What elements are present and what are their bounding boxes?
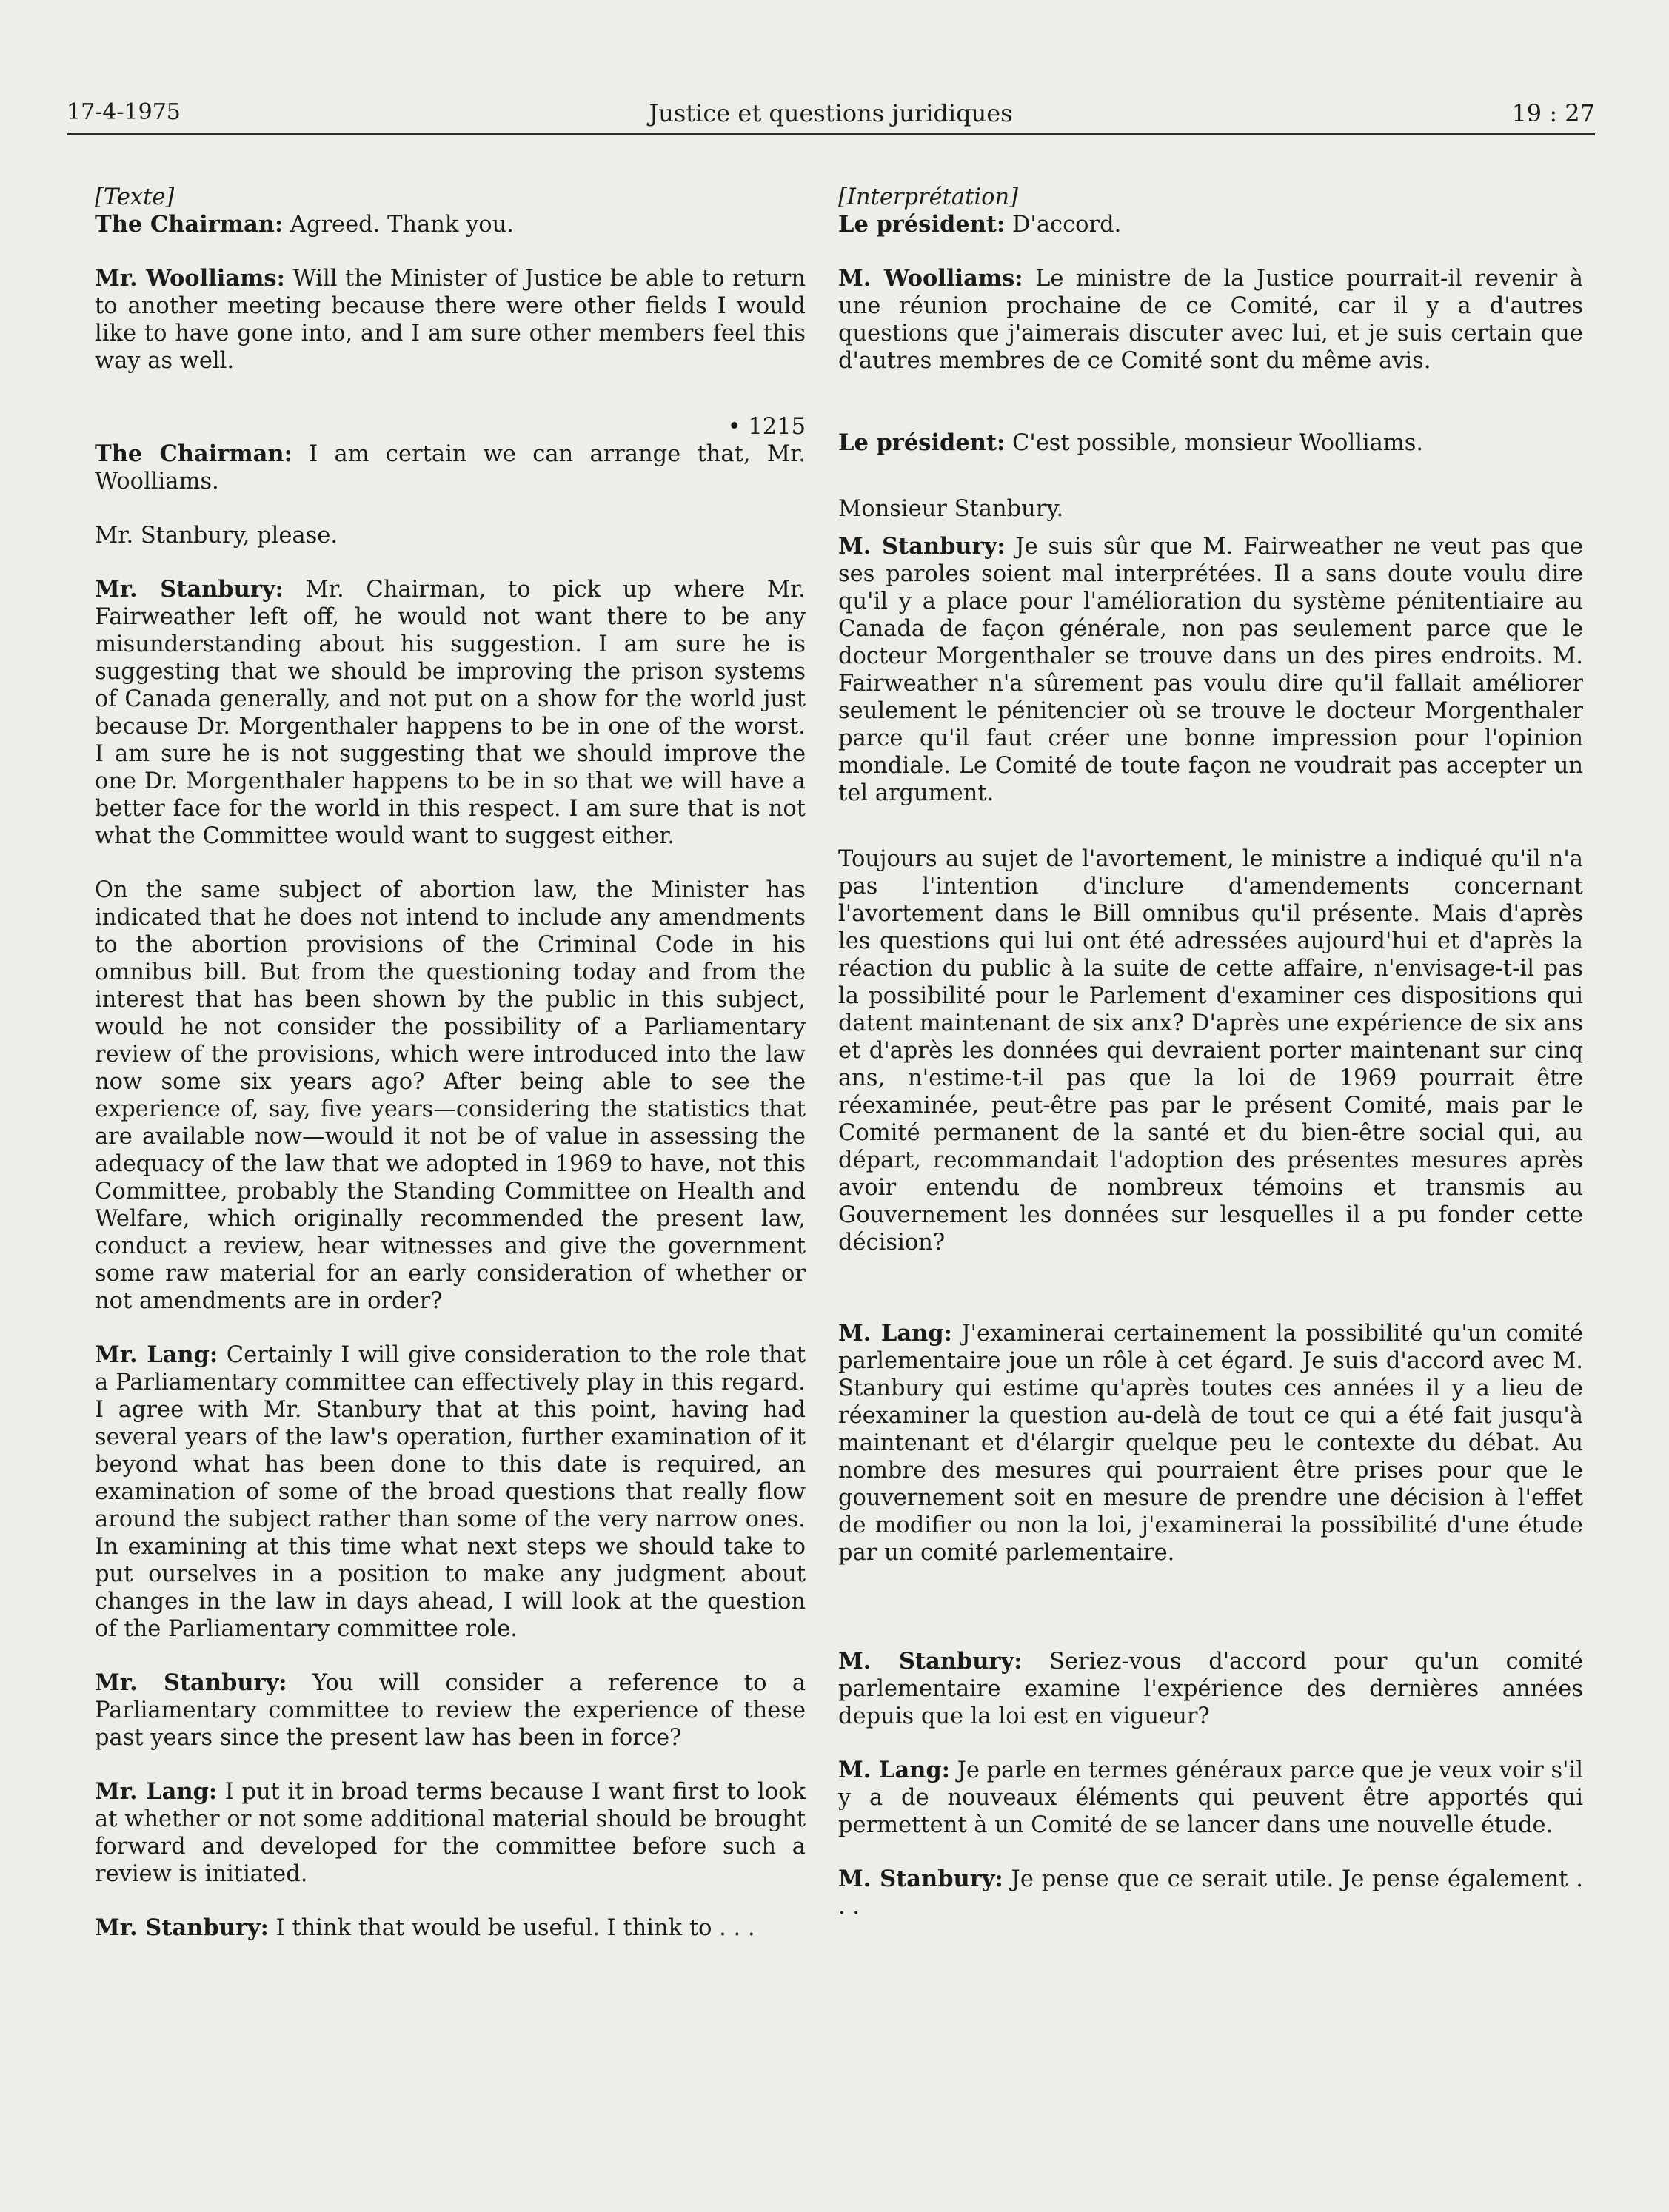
- header-page-number: 19 : 27: [1511, 99, 1595, 127]
- paragraph: Monsieur Stanbury.: [838, 496, 1064, 522]
- speaker-name: Mr. Woolliams:: [95, 265, 285, 292]
- paragraph: [95, 1778, 806, 1888]
- paragraph: [95, 440, 806, 495]
- speaker-name: M. Lang:: [838, 1320, 952, 1347]
- speech-text: Mr. Chairman, to pick up where Mr. Fairweather left off, he would not want there to be any misunderstanding about his suggestion. I am sure he is suggesting that we should be improving the prison systems of Canada generally, and not put on a show for the world just because Dr. Morgenthaler happens to be in one of the worst. I am sure he is not suggesting that we should improve the one Dr. Morgenthaler happens to be in so that we will have a better face for the world in this respect. I am sure that is not what the Committee would want to suggest either.: [95, 577, 806, 849]
- speaker-name: M. Stanbury:: [838, 1648, 1023, 1675]
- time-marker: • 1215: [727, 414, 806, 440]
- french-column: [838, 184, 1583, 1920]
- paragraph: [95, 1669, 806, 1752]
- speech-text: I think that would be useful. I think to . . .: [268, 1915, 755, 1941]
- paragraph: [838, 533, 1583, 807]
- paragraph: [95, 1914, 806, 1942]
- paragraph: [838, 1320, 1583, 1566]
- page-header: [67, 95, 1595, 135]
- section-label: [Texte]: [95, 184, 175, 210]
- speaker-name: Mr. Stanbury:: [95, 576, 284, 603]
- speaker-name: M. Stanbury:: [838, 1866, 1003, 1892]
- header-date: 17-4-1975: [67, 99, 181, 125]
- speech-text: C'est possible, monsieur Woolliams.: [1005, 430, 1424, 456]
- english-column: [95, 184, 806, 1942]
- paragraph: Toujours au sujet de l'avortement, le ministre a indiqué qu'il n'a pas l'intention d'inclure d'amendements concernant l'avortement dans le Bill omnibus qu'il présente. Mais d'après les questions qui lui ont été adressées aujourd'hui et d'après la réaction du public à la suite de cette affaire, n'envisage-t-il pas la possibilité pour le Parlement d'examiner ces dispositions qui datent maintenant de six anx? D'après une expérience de six ans et d'après les données qui devraient porter maintenant sur cinq ans, n'estime-t-il pas que la loi de 1969 pourrait être réexaminée, peut-être pas par le présent Comité, mais par le Comité permanent de la santé et du bien-être social qui, au départ, recommandait l'adoption des présentes mesures après avoir entendu de nombreux témoins et transmis au Gouvernement les données sur lesquelles il a pu fonder cette décision?: [838, 846, 1583, 1256]
- speaker-name: The Chairman:: [95, 211, 284, 238]
- speaker-name: Le président:: [838, 429, 1006, 456]
- paragraph: [838, 1866, 1583, 1920]
- section-label: [Interprétation]: [838, 184, 1018, 210]
- speech-text: J'examinerai certainement la possibilité qu'un comité parlementaire joue un rôle à cet égard. Je suis d'accord avec M. Stanbury qui estime qu'après toutes ces années il y a lieu de réexaminer la question au-delà de tout ce qui a été fait jusqu'à maintenant et d'élargir quelque peu le contexte du débat. Au nombre des mesures qui pourraient être prises pour que le gouvernement soit en mesure de prendre une décision à l'effet de modifier ou non la loi, j'examinerai la possibilité d'une étude par un comité parlementaire.: [838, 1321, 1583, 1566]
- speaker-name: Mr. Lang:: [95, 1341, 218, 1368]
- paragraph: [95, 576, 806, 850]
- speaker-name: The Chairman:: [95, 440, 292, 467]
- speech-text: Will the Minister of Justice be able to return to another meeting because there were other fields I would like to have gone into, and I am sure other members feel this way as well.: [95, 266, 806, 374]
- speech-text: Je suis sûr que M. Fairweather ne veut pas que ses paroles soient mal interprétées. Il a sans doute voulu dire qu'il y a place pour l'amélioration du système pénitentiaire au Canada de façon générale, non pas seulement parce que le docteur Morgenthaler se trouve dans un des pires endroits. M. Fairweather n'a sûrement pas voulu dire qu'il fallait améliorer seulement le pénitencier où se trouve le docteur Morgenthaler parce qu'il faut créer une bonne impression pour l'opinion mondiale. Le Comité de toute façon ne voudrait pas accepter un tel argument.: [838, 534, 1583, 806]
- paragraph: [838, 1648, 1583, 1730]
- paragraph: [838, 211, 1583, 238]
- paragraph: Mr. Stanbury, please.: [95, 523, 338, 549]
- speech-text: Seriez-vous d'accord pour qu'un comité parlementaire examine l'expérience des dernières années depuis que la loi est en vigueur?: [838, 1649, 1583, 1729]
- speech-text: Je parle en termes généraux parce que je veux voir s'il y a de nouveaux éléments qui peuvent être apportés qui permettent à un Comité de se lancer dans une nouvelle étude.: [838, 1757, 1583, 1838]
- paragraph: [838, 429, 1583, 457]
- header-title: Justice et questions juridiques: [649, 99, 1013, 127]
- speaker-name: M. Stanbury:: [838, 533, 1006, 560]
- speaker-name: Mr. Stanbury:: [95, 1669, 287, 1696]
- speech-text: Agreed. Thank you.: [283, 212, 514, 238]
- speaker-name: Mr. Stanbury:: [95, 1914, 269, 1941]
- speech-text: D'accord.: [1005, 212, 1122, 238]
- speaker-name: M. Lang:: [838, 1757, 950, 1783]
- speech-text: You will consider a reference to a Parliamentary committee to review the experience of these past years since the present law has been in force?: [95, 1670, 806, 1751]
- speaker-name: Le président:: [838, 211, 1006, 238]
- speech-text: Le ministre de la Justice pourrait-il revenir à une réunion prochaine de ce Comité, car il y a d'autres questions que j'aimerais discuter avec lui, et je suis certain que d'autres membres de ce Comité sont du même avis.: [838, 266, 1583, 374]
- speech-text: Je pense que ce serait utile. Je pense également . . .: [838, 1866, 1583, 1920]
- paragraph: [838, 1757, 1583, 1839]
- paragraph: On the same subject of abortion law, the Minister has indicated that he does not intend to include any amendments to the abortion provisions of the Criminal Code in his omnibus bill. But from the questioning today and from the interest that has been shown by the public in this subject, would he not consider the possibility of a Parliamentary review of the provisions, which were introduced into the law now some six years ago? After being able to see the experience of, say, five years—considering the statistics that are available now—would it not be of value in assessing the adequacy of the law that we adopted in 1969 to have, not this Committee, probably the Standing Committee on Health and Welfare, which originally recommended the present law, conduct a review, hear witnesses and give the government some raw material for an early consideration of whether or not amendments are in order?: [95, 877, 806, 1314]
- paragraph: [95, 211, 806, 238]
- speech-text: I am certain we can arrange that, Mr. Woolliams.: [95, 441, 806, 495]
- paragraph: [95, 1341, 806, 1643]
- speaker-name: M. Woolliams:: [838, 265, 1023, 292]
- speech-text: I put it in broad terms because I want first to look at whether or not some additional material should be brought forward and developed for the committee before such a review is initiated.: [95, 1779, 806, 1887]
- paragraph: [838, 265, 1583, 375]
- speaker-name: Mr. Lang:: [95, 1778, 218, 1805]
- speech-text: Certainly I will give consideration to the role that a Parliamentary committee can effectively play in this regard. I agree with Mr. Stanbury that at this point, having had several years of the law's operation, further examination of it beyond what has been done to this date is required, an examination of some of the broad questions that really flow around the subject rather than some of the very narrow ones. In examining at this time what next steps we should take to put ourselves in a position to make any judgment about changes in the law in days ahead, I will look at the question of the Parliamentary committee role.: [95, 1342, 806, 1642]
- paragraph: [95, 265, 806, 375]
